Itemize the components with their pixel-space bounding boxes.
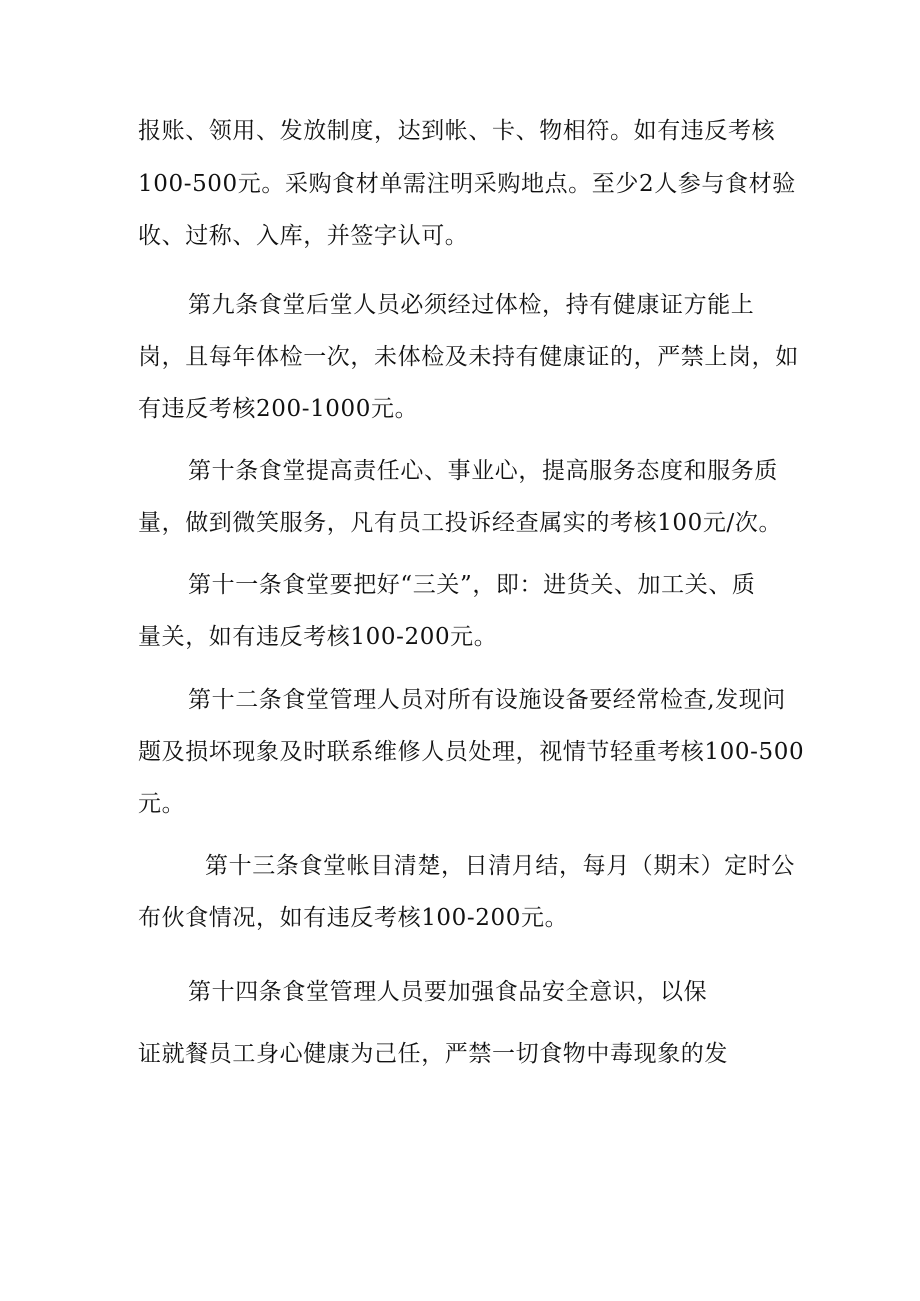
text-line: 布伙食情况，如有违反考核100-200元。 xyxy=(138,905,569,931)
text-line: 有违反考核200-1000元。 xyxy=(138,396,419,422)
text-line: 量，做到微笑服务，凡有员工投诉经查属实的考核100元/次。 xyxy=(138,510,783,536)
text-line: 题及损坏现象及时联系维修人员处理，视情节轻重考核100-500 xyxy=(138,739,805,765)
article-11-first-line: 第十一条食堂要把好“三关”，即：进货关、加工关、质 xyxy=(188,572,756,598)
article-12-first-line: 第十二条食堂管理人员对所有设施设备要经常检查,发现问 xyxy=(188,687,786,713)
text-line: 收、过称、入库，并签字认可。 xyxy=(138,223,469,249)
text-line: 岗，且每年体检一次，未体检及未持有健康证的，严禁上岗，如 xyxy=(138,344,799,370)
article-13-first-line: 第十三条食堂帐目清楚，日清月结，每月（期末）定时公 xyxy=(205,853,795,879)
article-14-first-line: 第十四条食堂管理人员要加强食品安全意识，以保 xyxy=(188,979,708,1005)
article-10-first-line: 第十条食堂提高责任心、事业心，提高服务态度和服务质 xyxy=(188,458,778,484)
text-line: 元。 xyxy=(138,791,186,817)
text-line: 100-500元。采购食材单需注明采购地点。至少2人参与食材验 xyxy=(138,171,796,197)
text-line: 证就餐员工身心健康为己任，严禁一切食物中毒现象的发 xyxy=(138,1041,728,1067)
text-line: 量关，如有违反考核100-200元。 xyxy=(138,624,498,650)
article-9-first-line: 第九条食堂后堂人员必须经过体检，持有健康证方能上 xyxy=(188,292,755,318)
text-line: 报账、领用、发放制度，达到帐、卡、物相符。如有违反考核 xyxy=(138,118,776,144)
